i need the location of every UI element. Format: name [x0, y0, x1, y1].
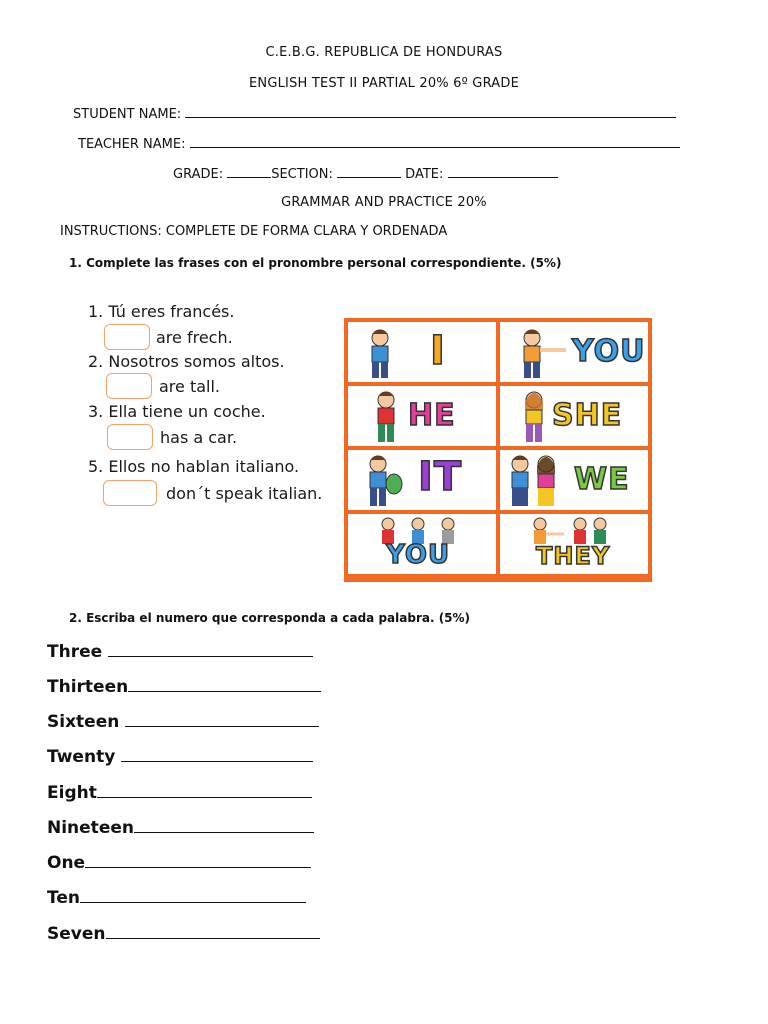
answer-line[interactable] — [80, 888, 306, 903]
number-word: Nineteen — [47, 818, 134, 838]
number-word: Thirteen — [47, 677, 129, 697]
answer-line[interactable] — [128, 677, 321, 692]
question1-title: 1. Complete las frases con el pronombre personal correspondiente. (5%) — [69, 256, 562, 270]
answer-line[interactable] — [121, 747, 313, 762]
pronoun-label: SHE — [552, 398, 623, 433]
question2-title: 2. Escriba el numero que corresponda a cada palabra. (5%) — [69, 611, 471, 625]
pronoun-card-i — [348, 322, 496, 382]
q1-item2-answer-box[interactable] — [106, 373, 152, 403]
pronoun-label: HE — [408, 398, 456, 433]
q1-item2-spanish: 2. Nosotros somos altos. — [88, 352, 285, 371]
q1-item3-english: has a car. — [160, 428, 238, 447]
number-word: Eight — [47, 783, 97, 803]
q1-item4-spanish: 5. Ellos no hablan italiano. — [88, 457, 300, 476]
teacher-name-field[interactable] — [78, 135, 680, 152]
pronoun-card-you-plural — [348, 514, 496, 574]
grade-section-date-row — [173, 165, 558, 182]
date-blank[interactable] — [448, 165, 558, 178]
q1-item4-answer-box[interactable] — [103, 480, 157, 510]
number-word-row — [47, 712, 319, 732]
test-title: ENGLISH TEST II PARTIAL 20% 6º GRADE — [248, 76, 519, 91]
q1-item1-english: are frech. — [156, 328, 233, 347]
answer-line[interactable] — [125, 712, 319, 727]
number-word-row — [47, 924, 320, 944]
student-name-field[interactable] — [73, 105, 676, 122]
pronoun-label: THEY — [536, 542, 611, 570]
answer-line[interactable] — [108, 642, 313, 657]
section-title: GRAMMAR AND PRACTICE 20% — [281, 195, 487, 210]
number-word-row — [47, 853, 311, 873]
answer-line[interactable] — [106, 924, 320, 939]
school-name: C.E.B.G. REPUBLICA DE HONDURAS — [265, 45, 503, 60]
q1-item2-english: are tall. — [159, 377, 221, 396]
boy-pointing-icon — [514, 328, 574, 380]
pronoun-picture-grid — [344, 318, 652, 582]
pronoun-label: YOU — [572, 334, 646, 369]
q1-item3-spanish: 3. Ella tiene un coche. — [88, 402, 266, 421]
number-word-row — [47, 677, 321, 697]
q1-item4-english: don´t speak italian. — [166, 484, 323, 503]
pronoun-card-we — [500, 450, 648, 510]
grade-blank[interactable] — [227, 165, 271, 178]
number-word: Ten — [47, 888, 80, 908]
answer-line[interactable] — [134, 818, 314, 833]
section-blank[interactable] — [337, 165, 401, 178]
number-word-row — [47, 888, 306, 908]
teacher-name-label: TEACHER NAME: — [78, 137, 186, 152]
q1-item3-answer-box[interactable] — [107, 424, 153, 454]
number-word: Seven — [47, 924, 106, 944]
number-word: Twenty — [47, 747, 116, 767]
pronoun-label: YOU — [386, 540, 451, 570]
pronoun-card-they — [500, 514, 648, 574]
student-name-blank[interactable] — [185, 105, 676, 118]
number-word-row — [47, 783, 312, 803]
number-word: Three — [47, 642, 103, 662]
pronoun-card-he — [348, 386, 496, 446]
answer-line[interactable] — [97, 783, 312, 798]
date-label: DATE: — [405, 167, 444, 182]
q1-item1-answer-box[interactable] — [104, 324, 150, 354]
pronoun-card-she — [500, 386, 648, 446]
number-word-row — [47, 818, 314, 838]
number-word-row — [47, 747, 313, 767]
number-word-row — [47, 642, 313, 662]
number-word: Sixteen — [47, 712, 120, 732]
boy-icon — [372, 390, 402, 444]
pronoun-label: WE — [574, 462, 630, 497]
instructions: INSTRUCTIONS: COMPLETE DE FORMA CLARA Y ORDENADA — [60, 224, 448, 239]
number-word: One — [47, 853, 86, 873]
girl-icon — [520, 390, 550, 444]
section-label: SECTION: — [271, 167, 333, 182]
boy-and-girl-icon — [506, 454, 562, 508]
pronoun-label: IT — [418, 454, 463, 500]
boy-pointing-self-icon — [362, 328, 402, 380]
q1-item1-spanish: 1. Tú eres francés. — [88, 302, 235, 321]
pronoun-card-you — [500, 322, 648, 382]
answer-line[interactable] — [85, 853, 311, 868]
boy-with-dinosaur-icon — [364, 454, 404, 508]
pronoun-card-it — [348, 450, 496, 510]
pronoun-label: I — [430, 328, 446, 374]
teacher-name-blank[interactable] — [190, 135, 680, 148]
grade-label: GRADE: — [173, 167, 224, 182]
student-name-label: STUDENT NAME: — [73, 107, 182, 122]
